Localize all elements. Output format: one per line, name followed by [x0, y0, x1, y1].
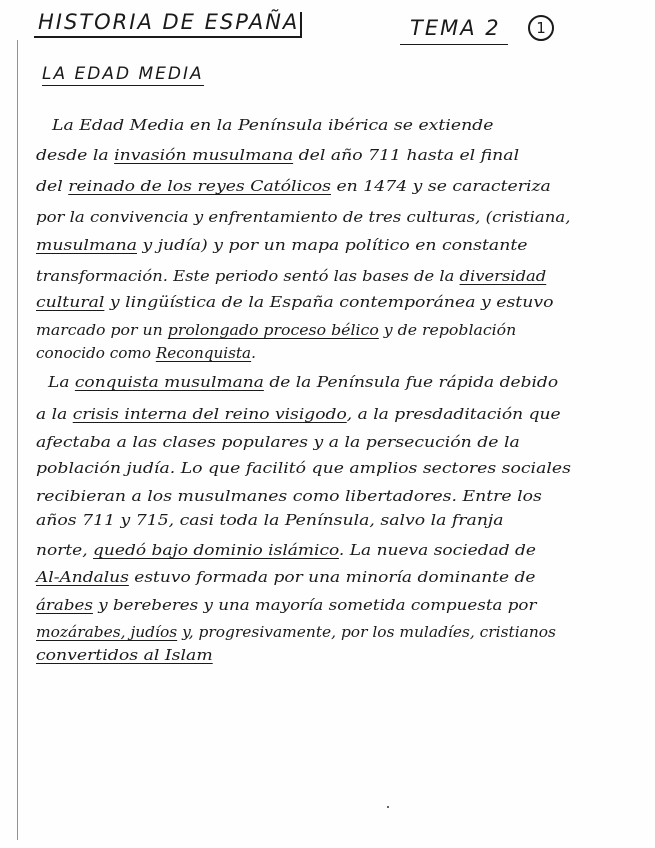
header-divider	[300, 12, 302, 38]
line-text: y, progresivamente, por los muladíes, cristianos	[177, 623, 556, 641]
underlined-text: prolongado proceso bélico	[167, 321, 379, 339]
section-title: LA EDAD MEDIA	[42, 64, 204, 84]
underlined-text: mozárabes, judíos	[36, 623, 178, 641]
handwritten-line	[36, 176, 551, 196]
handwritten-line	[48, 372, 558, 392]
handwritten-line	[36, 235, 527, 255]
line-text: norte,	[36, 541, 94, 559]
handwritten-line	[36, 622, 556, 642]
handwritten-line	[36, 292, 553, 312]
handwritten-line	[36, 145, 519, 165]
line-text: La Edad Media en la Península ibérica se extiende	[52, 116, 494, 134]
line-text: afectaba a las clases populares y a la persecución de la	[36, 433, 520, 451]
handwritten-line	[36, 595, 536, 615]
line-text: transformación. Este periodo sentó las bases de la	[36, 267, 460, 285]
underlined-text: árabes	[36, 596, 93, 614]
topic-label: TEMA 2	[410, 16, 501, 40]
line-text: y bereberes y una mayoría sometida compuesta por	[92, 596, 537, 614]
line-text: años 711 y 715, casi toda la Península, salvo la franja	[36, 511, 504, 529]
handwritten-line	[36, 207, 570, 227]
underlined-text: diversidad	[459, 267, 547, 285]
line-text: a la	[36, 405, 73, 423]
line-text: , a la presdaditación que	[346, 405, 561, 423]
line-text: de la Península fue rápida debido	[263, 373, 559, 391]
handwritten-line	[36, 320, 516, 340]
handwritten-line	[36, 343, 256, 363]
line-text: y judía) y por un mapa político en constante	[136, 236, 528, 254]
page-number: 1	[528, 15, 554, 41]
line-text: recibieran a los musulmanes como libertadores. Entre los	[36, 487, 542, 505]
handwritten-line	[36, 266, 546, 286]
line-text: del año 711 hasta el final	[293, 146, 520, 164]
header-title: HISTORIA DE ESPAÑA	[38, 10, 300, 34]
topic-underline	[400, 44, 508, 45]
line-text: . La nueva sociedad de	[338, 541, 536, 559]
handwritten-line	[36, 510, 504, 530]
page-speck	[387, 806, 389, 808]
line-text: estuvo formada por una minoría dominante de	[128, 568, 536, 586]
underlined-text: invasión musulmana	[114, 146, 294, 164]
underlined-text: Reconquista	[155, 344, 252, 362]
underlined-text: reinado de los reyes Católicos	[68, 177, 331, 195]
handwritten-line	[36, 567, 535, 587]
underlined-text: conquista musulmana	[74, 373, 264, 391]
handwritten-line	[36, 432, 520, 452]
line-text: en 1474 y se caracteriza	[330, 177, 551, 195]
handwritten-line	[36, 540, 536, 560]
handwritten-line	[36, 458, 571, 478]
handwritten-line	[36, 645, 213, 665]
margin-line	[17, 40, 18, 840]
handwritten-line	[36, 486, 542, 506]
underlined-text: quedó bajo dominio islámico	[93, 541, 339, 559]
line-text: y de repoblación	[378, 321, 517, 339]
line-text: .	[251, 344, 256, 362]
line-text: marcado por un	[36, 321, 168, 339]
underlined-text: crisis interna del reino visigodo	[72, 405, 347, 423]
line-text: La	[48, 373, 75, 391]
line-text: del	[36, 177, 69, 195]
line-text: y lingüística de la España contemporánea y estuvo	[104, 293, 554, 311]
header-underline	[34, 36, 302, 38]
line-text: desde la	[36, 146, 115, 164]
underlined-text: Al-Andalus	[36, 568, 129, 586]
underlined-text: musulmana	[36, 236, 137, 254]
line-text: población judía. Lo que facilitó que amplios sectores sociales	[36, 459, 571, 477]
underlined-text: cultural	[36, 293, 105, 311]
line-text: por la convivencia y enfrentamiento de tres culturas, (cristiana,	[36, 208, 571, 226]
line-text: conocido como	[36, 344, 156, 362]
underlined-text: convertidos al Islam	[36, 646, 213, 664]
handwritten-line	[36, 404, 561, 424]
handwritten-line	[52, 115, 493, 135]
